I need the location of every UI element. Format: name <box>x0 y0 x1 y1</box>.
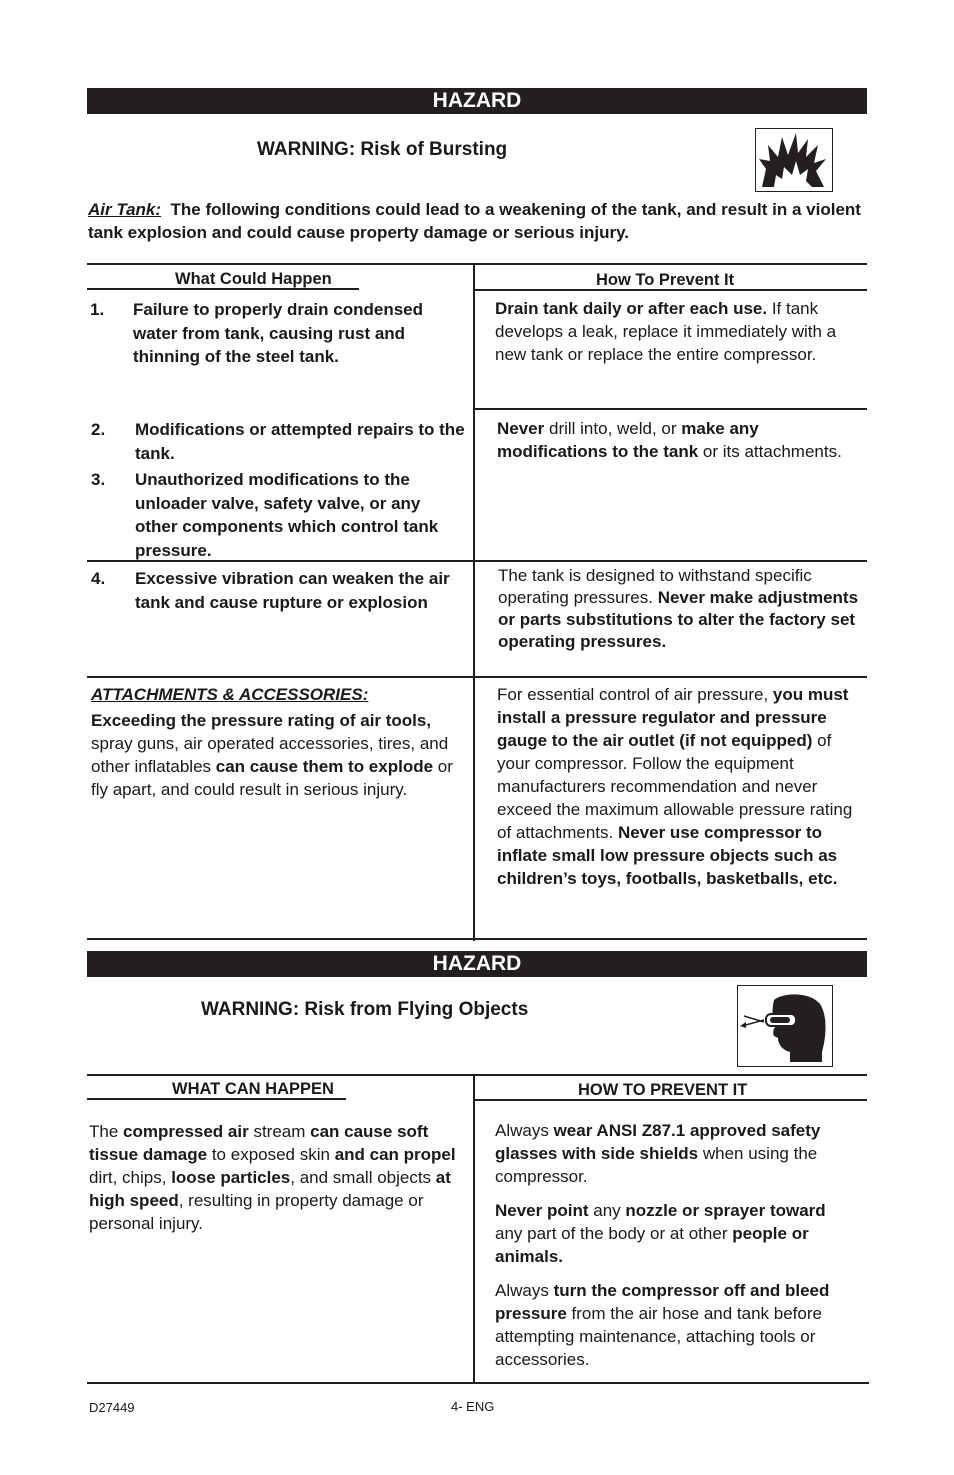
attachments-prevent: For essential control of air pressure, you must install a pressure regulator and pressure gauge to the air outlet (if not equipped) of your compressor. Follow the equipment manufacturers recommendation and never exceed the maximum allowable pressure rating of attachments. Never use compressor to inflate small low pressure objects such as children’s toys, footballs, basketballs, etc. <box>497 685 853 888</box>
item-text: Failure to properly drain condensed water from tank, causing rust and thinning of the steel tank. <box>133 300 423 366</box>
air-tank-intro <box>88 198 878 244</box>
prevent-item: Never point any nozzle or sprayer toward any part of the body or at other people or animals. <box>495 1201 826 1266</box>
item-text: Excessive vibration can weaken the air tank and cause rupture or explosion <box>135 569 450 612</box>
item-text: Modifications or attempted repairs to the tank. <box>135 420 465 463</box>
prevent-text: The tank is designed to withstand specific operating pressures. Never make adjustments or parts substitutions to alter the factory set operating pressures. <box>498 566 859 651</box>
warning-title: WARNING: Risk of Bursting <box>257 139 508 160</box>
item-number: 1. <box>90 300 105 319</box>
intro-lead: Air Tank: <box>88 200 162 219</box>
page-number: 4- ENG <box>451 1399 495 1414</box>
intro-text: The following conditions could lead to a weakening of the tank, and result in a violent tank explosion and could cause property damage or serious injury. <box>88 200 861 242</box>
col-how-to-prevent: HOW TO PREVENT IT <box>578 1081 748 1099</box>
col-what-can-happen: WHAT CAN HAPPEN <box>172 1080 334 1098</box>
attachments-heading: ATTACHMENTS & ACCESSORIES: <box>91 685 369 704</box>
explosion-icon <box>755 128 833 192</box>
col-how-to-prevent: How To Prevent It <box>596 271 735 289</box>
document-id: D27449 <box>89 1400 135 1415</box>
hazard-banner: HAZARD <box>87 951 867 977</box>
prevent-list <box>495 1119 855 1382</box>
happen-text: The compressed air stream can cause soft tissue damage to exposed skin and can propel dirt, chips, loose particles, and small objects at high speed, resulting in property damage or personal injury. <box>89 1122 456 1233</box>
item-text: Unauthorized modifications to the unloader valve, safety valve, or any other components which control tank pressure. <box>135 470 439 560</box>
item-number: 3. <box>91 470 106 489</box>
prevent-text: Drain tank daily or after each use. If tank develops a leak, replace it immediately with a new tank or replace the entire compressor. <box>495 299 837 364</box>
prevent-item: Always turn the compressor off and bleed pressure from the air hose and tank before attempting maintenance, attaching tools or accessories. <box>495 1281 830 1369</box>
hazard-banner: HAZARD <box>87 88 867 114</box>
attachments-text: Exceeding the pressure rating of air tools, spray guns, air operated accessories, tires, and other inflatables can cause them to explode or fly apart, and could result in serious injury. <box>91 711 453 799</box>
col-what-could-happen: What Could Happen <box>175 270 332 288</box>
prevent-text: Never drill into, weld, or make any modifications to the tank or its attachments. <box>497 419 842 461</box>
attachments-block <box>91 683 466 801</box>
item-number: 2. <box>91 420 106 439</box>
prevent-item: Always wear ANSI Z87.1 approved safety glasses with side shields when using the compressor. <box>495 1121 821 1186</box>
item-number: 4. <box>91 569 106 588</box>
safety-goggles-icon <box>737 985 833 1067</box>
warning-title: WARNING: Risk from Flying Objects <box>201 999 529 1020</box>
